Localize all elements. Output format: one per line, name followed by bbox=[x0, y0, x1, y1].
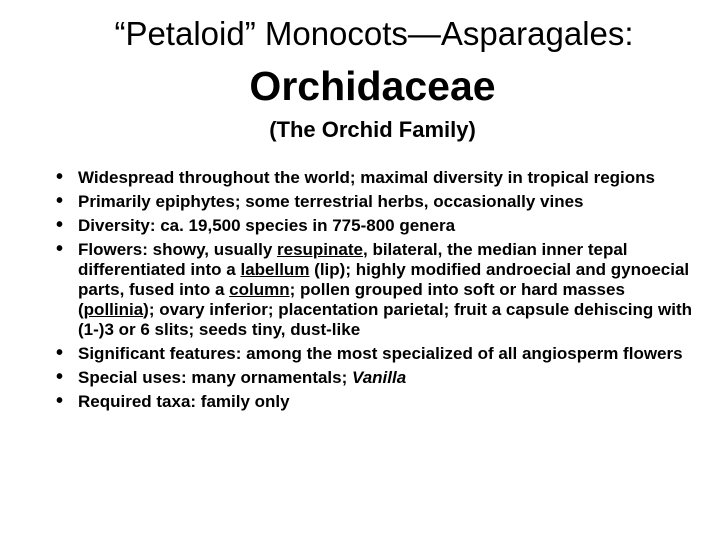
bullet-diversity bbox=[56, 216, 696, 236]
bullet-text: Widespread throughout the world; maximal diversity in tropical regions bbox=[78, 168, 655, 187]
bullet-text-part: Flowers: showy, usually bbox=[78, 240, 278, 259]
bullet-uses bbox=[56, 368, 696, 388]
term-vanilla: Vanilla bbox=[352, 368, 407, 387]
bullet-dot: • bbox=[56, 214, 64, 236]
bullet-dot: • bbox=[56, 342, 64, 364]
bullet-text-part: ; pollen grouped into soft or hard masses ( bbox=[78, 280, 625, 319]
bullet-habit bbox=[56, 192, 696, 212]
bullet-text-part: ); ovary inferior; placentation parietal; fruit a capsule dehiscing with (1-)3 or 6 slits; seeds tiny, dust-like bbox=[78, 300, 692, 339]
bullet-dot: • bbox=[56, 238, 64, 260]
term-column: column bbox=[229, 280, 290, 299]
bullet-dot: • bbox=[56, 390, 64, 412]
term-labellum: labellum bbox=[240, 260, 310, 279]
bullet-text-part: , bilateral, the median inner tepal differentiated into a bbox=[78, 240, 628, 279]
bullet-text: Diversity: ca. 19,500 species in 775-800 genera bbox=[78, 216, 456, 235]
bullet-text-part: (lip); highly modified androecial and gynoecial parts, fused into a bbox=[78, 260, 690, 299]
bullet-distribution bbox=[56, 168, 696, 188]
bullet-flowers bbox=[56, 240, 696, 340]
term-resupinate: resupinate bbox=[277, 240, 363, 259]
subtitle: (The Orchid Family) bbox=[269, 117, 476, 142]
bullet-features bbox=[56, 344, 696, 364]
bullet-dot: • bbox=[56, 366, 64, 388]
bullet-dot: • bbox=[56, 190, 64, 212]
bullet-list bbox=[56, 168, 696, 412]
bullet-text: Primarily epiphytes; some terrestrial herbs, occasionally vines bbox=[78, 192, 584, 211]
bullet-text: Significant features: among the most specialized of all angiosperm flowers bbox=[78, 344, 683, 363]
title-line-1: “Petaloid” Monocots—Asparagales: bbox=[114, 15, 634, 52]
bullet-text: Required taxa: family only bbox=[78, 392, 290, 411]
bullet-text-part: Special uses: many ornamentals; bbox=[78, 368, 352, 387]
title-line-2: Orchidaceae bbox=[249, 63, 496, 109]
bullet-dot: • bbox=[56, 166, 64, 188]
term-pollinia: pollinia bbox=[83, 300, 144, 319]
bullet-taxa bbox=[56, 392, 696, 412]
